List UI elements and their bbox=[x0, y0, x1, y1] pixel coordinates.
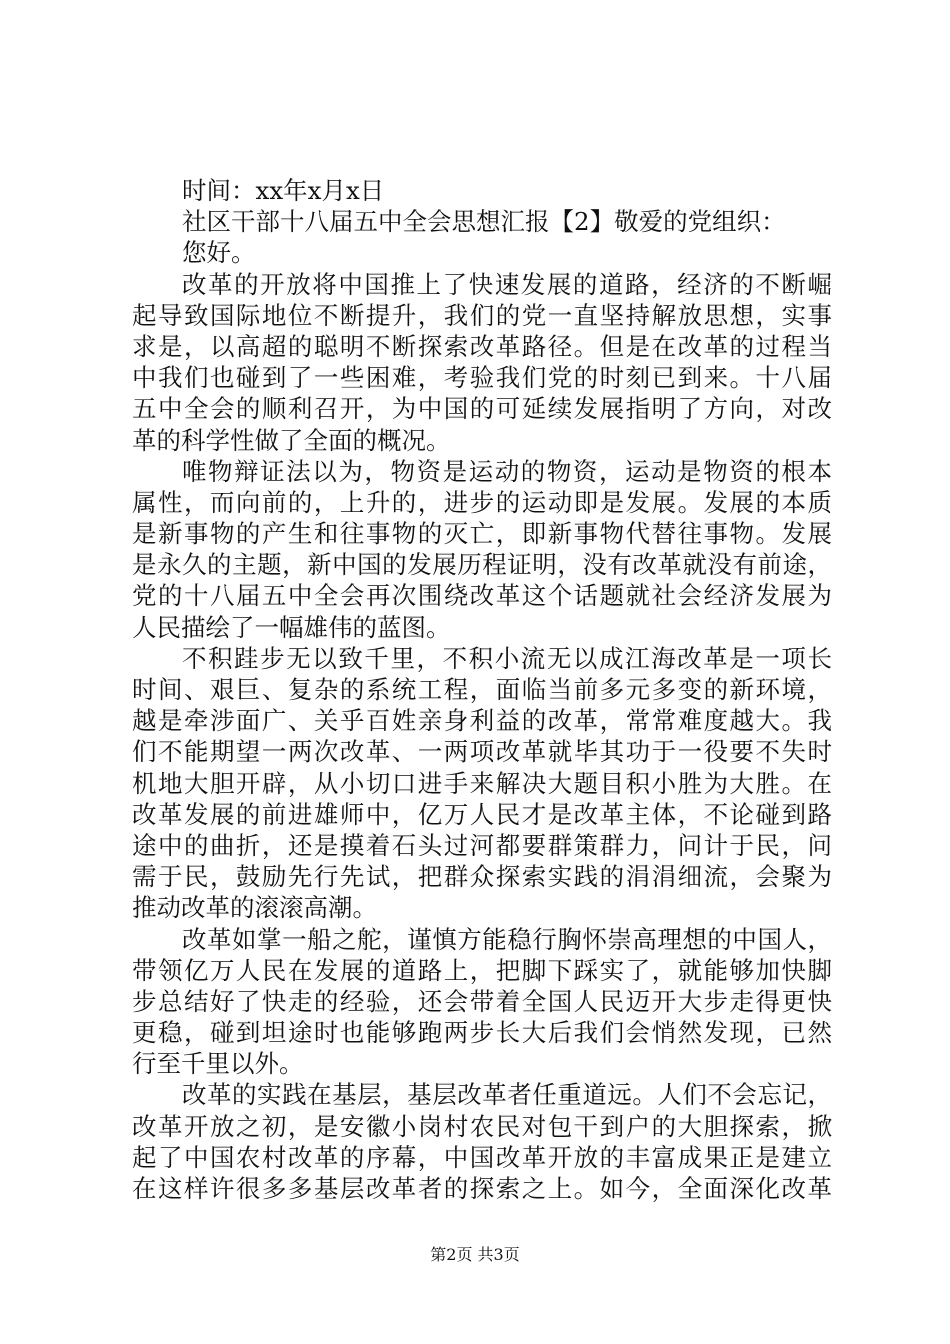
text-line: 不积跬步无以致千里，不积小流无以成江海改革是一项长 bbox=[182, 643, 832, 673]
text-line: 起了中国农村改革的序幕，中国改革开放的丰富成果正是建立 bbox=[132, 1142, 832, 1172]
text-line: 改革开放之初，是安徽小岗村农民对包干到户的大胆探索，掀 bbox=[132, 1111, 832, 1141]
text-line: 越是牵涉面广、关乎百姓亲身利益的改革，常常难度越大。我 bbox=[132, 706, 832, 736]
text-line: 在这样许很多多基层改革者的探索之上。如今，全面深化改革 bbox=[132, 1174, 832, 1203]
text-line: 机地大胆开辟，从小切口进手来解决大题目积小胜为大胜。在 bbox=[132, 768, 832, 798]
text-line: 属性，而向前的，上升的，进步的运动即是发展。发展的本质 bbox=[132, 487, 832, 517]
text-line: 中我们也碰到了一些困难，考验我们党的时刻已到来。十八届 bbox=[132, 363, 832, 393]
text-line: 步总结好了快走的经验，还会带着全国人民迈开大步走得更快 bbox=[132, 986, 832, 1016]
text-line: 带领亿万人民在发展的道路上，把脚下踩实了，就能够加快脚 bbox=[132, 955, 832, 985]
text-line: 途中的曲折，还是摸着石头过河都要群策群力，问计于民，问 bbox=[132, 830, 832, 860]
text-line: 改革的实践在基层，基层改革者任重道远。人们不会忘记， bbox=[182, 1080, 832, 1110]
text-line: 五中全会的顺利召开，为中国的可延续发展指明了方向，对改 bbox=[132, 394, 832, 424]
document-body bbox=[132, 175, 832, 1204]
text-line: 需于民，鼓励先行先试，把群众探索实践的涓涓细流，会聚为 bbox=[132, 862, 832, 892]
text-line: 改革发展的前进雄师中，亿万人民才是改革主体，不论碰到路 bbox=[132, 799, 832, 829]
text-line: 们不能期望一两次改革、一两项改革就毕其功于一役要不失时 bbox=[132, 737, 832, 767]
text-line: 社区干部十八届五中全会思想汇报【2】敬爱的党组织： bbox=[182, 207, 786, 237]
text-line: 是新事物的产生和往事物的灭亡，即新事物代替往事物。发展 bbox=[132, 519, 832, 549]
text-line: 时间：xx年x月x日 bbox=[182, 176, 385, 205]
page-footer: 第2页 共3页 bbox=[430, 1245, 520, 1264]
text-line: 革的科学性做了全面的概况。 bbox=[132, 425, 451, 455]
text-line: 时间、艰巨、复杂的系统工程，面临当前多元多变的新环境， bbox=[132, 675, 832, 704]
text-line: 推动改革的滚滚高潮。 bbox=[132, 893, 377, 923]
text-line: 起导致国际地位不断提升，我们的党一直坚持解放思想，实事 bbox=[132, 300, 832, 330]
text-line: 更稳，碰到坦途时也能够跑两步长大后我们会悄然发现，已然 bbox=[132, 1018, 832, 1048]
text-line: 行至千里以外。 bbox=[132, 1049, 304, 1079]
text-line: 求是，以高超的聪明不断探索改革路径。但是在改革的过程当 bbox=[132, 331, 832, 361]
text-line: 改革的开放将中国推上了快速发展的道路，经济的不断崛 bbox=[182, 269, 832, 299]
text-line: 是永久的主题，新中国的发展历程证明，没有改革就没有前途， bbox=[132, 550, 832, 580]
text-line: 唯物辩证法以为，物资是运动的物资，运动是物资的根本 bbox=[182, 456, 832, 486]
text-line: 改革如掌一船之舵，谨慎方能稳行胸怀崇高理想的中国人， bbox=[182, 924, 832, 954]
text-line: 党的十八届五中全会再次围绕改革这个话题就社会经济发展为 bbox=[132, 581, 832, 611]
text-line: 您好。 bbox=[182, 238, 256, 268]
text-line: 人民描绘了一幅雄伟的蓝图。 bbox=[132, 612, 451, 642]
